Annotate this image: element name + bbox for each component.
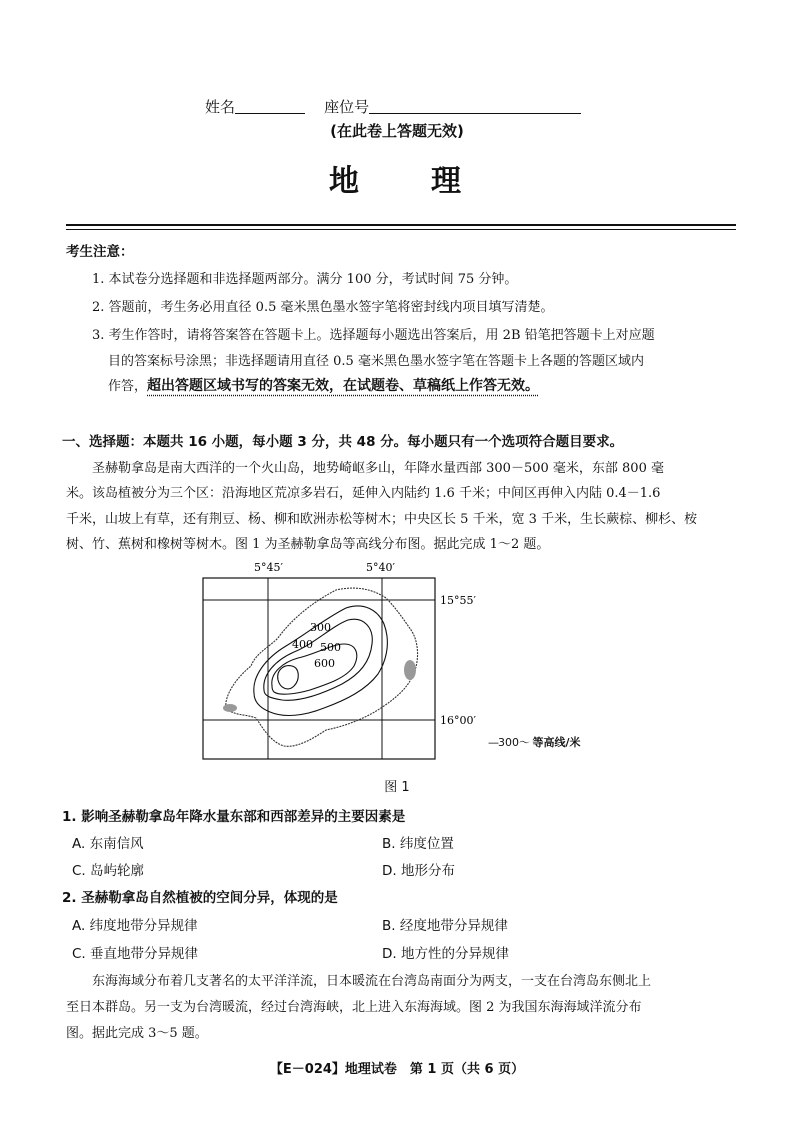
- passage1-line-1: 圣赫勒拿岛是南大西洋的一个火山岛，地势崎岖多山，年降水量西部 300－500 毫米，东部 800 毫: [92, 461, 664, 476]
- question-2-stem: 2. 圣赫勒拿岛自然植被的空间分异，体现的是: [62, 890, 338, 906]
- q1-option-a[interactable]: A. 东南信风: [72, 836, 144, 852]
- contour-600: [278, 666, 299, 689]
- passage1-line-3: 千米，山坡上有草，还有荆豆、杨、柳和欧洲赤松等树木；中央区长 5 千米，宽 3 千米，生长蕨棕、柳杉、桉: [66, 512, 698, 527]
- lon-label-east: 5°40′: [366, 561, 395, 574]
- q1-option-c[interactable]: C. 岛屿轮廓: [72, 863, 145, 879]
- notice-item-1: 1. 本试卷分选择题和非选择题两部分。满分 100 分，考试时间 75 分钟。: [92, 272, 518, 287]
- q2-option-b[interactable]: B. 经度地带分异规律: [382, 918, 508, 934]
- passage1-line-2: 米。该岛植被分为三个区：沿海地区荒凉多岩石，延伸入内陆约 1.6 千米；中间区再伸入内陆 0.4－1.6: [66, 486, 661, 501]
- lon-label-west: 5°45′: [254, 561, 283, 574]
- contour-label-600: 600: [314, 657, 335, 670]
- contour-label-400: 400: [292, 638, 313, 651]
- notice-emphasis: 超出答题区域书写的答案无效，在试题卷、草稿纸上作答无效。: [147, 378, 540, 394]
- notice-item-3-cont: 目的答案标号涂黑；非选择题请用直径 0.5 毫米黑色墨水签字笔在答题卡上各题的答题区域内: [108, 354, 644, 369]
- figure1-caption: 图 1: [384, 780, 410, 795]
- q2-option-a[interactable]: A. 纬度地带分异规律: [72, 918, 198, 934]
- notice-item-3-end: [108, 375, 539, 395]
- section-heading: 一、选择题：本题共 16 小题，每小题 3 分，共 48 分。每小题只有一个选项符合题目要求。: [62, 434, 624, 450]
- contour-label-500: 500: [320, 641, 341, 654]
- figure1-legend: —300～ 等高线/米: [488, 736, 581, 749]
- q2-option-d[interactable]: D. 地方性的分异规律: [382, 946, 509, 962]
- q2-option-c[interactable]: C. 垂直地带分异规律: [72, 946, 199, 962]
- coastal-patch: [223, 704, 237, 712]
- candidate-info-line: [205, 96, 581, 117]
- seat-label: 座位号: [324, 98, 370, 116]
- notice-heading: 考生注意：: [66, 244, 134, 260]
- notice-item-3: 3. 考生作答时，请将答案答在答题卡上。选择题每小题选出答案后，用 2B 铅笔把答题卡上对应题: [92, 328, 655, 343]
- page-footer: 【E－024】地理试卷 第 1 页（共 6 页）: [269, 1062, 525, 1077]
- passage2-line-3: 图。据此完成 3～5 题。: [66, 1026, 208, 1041]
- coastal-patch: [404, 660, 416, 680]
- q1-option-b[interactable]: B. 纬度位置: [382, 836, 454, 852]
- page-title: 地 理: [329, 164, 465, 199]
- lat-label-north: 15°55′: [440, 594, 476, 607]
- notice-item-2: 2. 答题前，考生务必用直径 0.5 毫米黑色墨水签字笔将密封线内项目填写清楚。: [92, 300, 554, 315]
- question-1-stem: 1. 影响圣赫勒拿岛年降水量东部和西部差异的主要因素是: [62, 809, 406, 825]
- legend-text: 等高线/米: [532, 736, 581, 749]
- figure1-contour-map: [196, 558, 536, 768]
- contour-label-300: 300: [310, 621, 331, 634]
- notice-item-3-tail: 作答，: [108, 379, 148, 394]
- legend-value: 300: [498, 736, 519, 749]
- divider-thick: [66, 224, 736, 226]
- invalid-note: (在此卷上答题无效): [330, 122, 464, 140]
- name-field[interactable]: [235, 99, 305, 114]
- lat-label-south: 16°00′: [440, 714, 476, 727]
- q1-option-d[interactable]: D. 地形分布: [382, 863, 455, 879]
- passage1-line-4: 树、竹、蕉树和橡树等树木。图 1 为圣赫勒拿岛等高线分布图。据此完成 1～2 题。: [66, 537, 550, 552]
- name-label: 姓名: [205, 98, 236, 116]
- divider-thin: [66, 229, 736, 230]
- passage2-line-2: 至日本群岛。另一支为台湾暖流，经过台湾海峡，北上进入东海海域。图 2 为我国东海海域洋流分布: [66, 1000, 642, 1015]
- passage2-line-1: 东海海域分布着几支著名的太平洋洋流，日本暖流在台湾岛南面分为两支，一支在台湾岛东侧北上: [92, 974, 652, 989]
- seat-field[interactable]: [369, 99, 581, 114]
